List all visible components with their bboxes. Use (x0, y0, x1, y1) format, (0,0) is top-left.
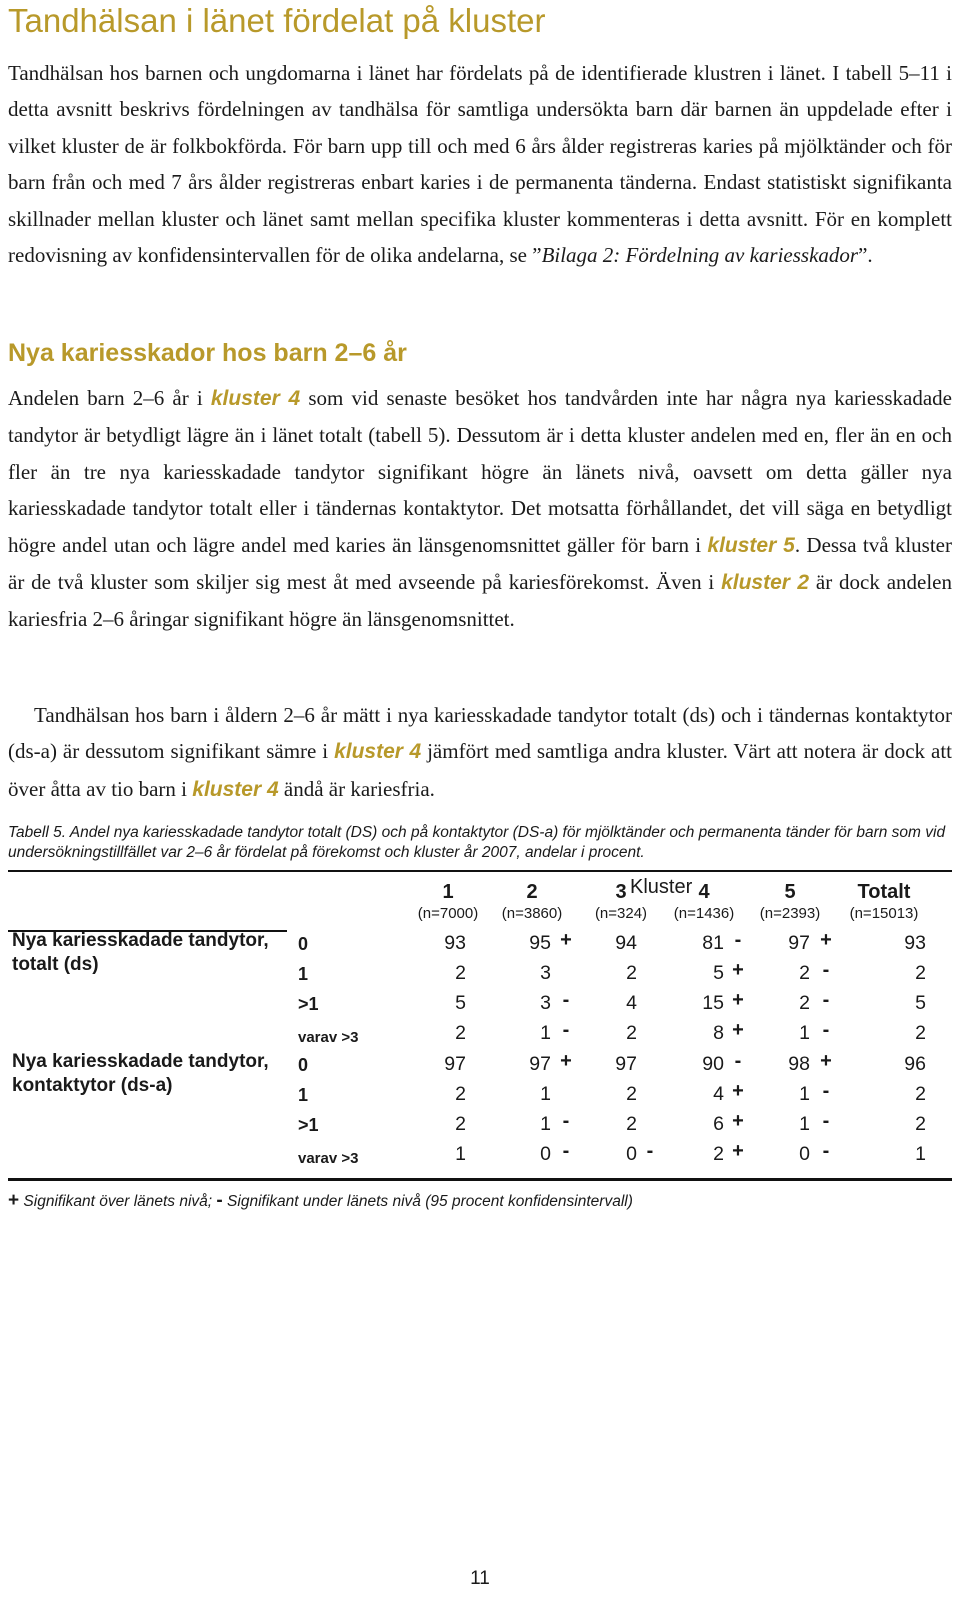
table-bottom-rule (8, 1178, 952, 1181)
table-cell: 2 (915, 1113, 926, 1135)
table-cell: 2 (915, 1083, 926, 1105)
table-cell: 93 (444, 932, 466, 954)
plus-mark: + (560, 929, 572, 951)
plus-mark: + (732, 1110, 744, 1132)
table-cell: 93 (904, 932, 926, 954)
minus-mark: - (822, 1140, 830, 1162)
page-number: 11 (470, 1568, 490, 1589)
row-label: 1 (298, 1085, 309, 1105)
minus-mark: - (822, 1110, 830, 1132)
table-cell: 2 (799, 992, 810, 1014)
intro-paragraph (8, 55, 952, 273)
minus-mark: - (562, 1140, 570, 1162)
table-cell: 2 (455, 1083, 466, 1105)
table-cell: 97 (615, 1053, 637, 1075)
cluster-highlight: kluster 4 (210, 387, 301, 410)
text-run: Tandhälsan hos barn i åldern 2–6 år mätt i nya kariesskadade tandytor totalt (ds) och i tändernas kontaktytor (ds-a) är dessutom signifikant sämre i (8, 703, 952, 764)
table-cell: 2 (455, 1022, 466, 1044)
plus-mark: + (820, 1050, 832, 1072)
table-cell: 0 (540, 1143, 551, 1165)
minus-mark: - (822, 1080, 830, 1102)
plus-mark: + (732, 959, 744, 981)
group-label: Nya kariesskadade tandytor, totalt (ds) (12, 930, 269, 975)
plus-mark: + (732, 989, 744, 1011)
minus-mark: - (822, 1019, 830, 1041)
column-header: 1 (442, 881, 454, 903)
table-cell: 2 (626, 962, 637, 984)
plus-mark: + (732, 1140, 744, 1162)
minus-mark: - (734, 1050, 742, 1072)
minus-mark: - (562, 1110, 570, 1132)
text-run: jämfört med samtliga andra kluster. Värt att notera är dock att över åtta av tio barn i (8, 739, 952, 801)
table-top-rule (8, 870, 952, 872)
row-label: >1 (298, 994, 319, 1014)
table-cell: 4 (626, 992, 637, 1014)
legend-text: Signifikant över länets nivå; (19, 1193, 217, 1210)
table-cell: 3 (540, 992, 551, 1014)
intro-text-end: ”. (858, 243, 873, 268)
column-header: 3 (615, 881, 627, 903)
row-label: varav >3 (298, 1150, 359, 1167)
plus-mark: + (732, 1019, 744, 1041)
table-cell: 2 (799, 962, 810, 984)
cluster-highlight: kluster 5 (707, 533, 795, 557)
column-header: 5 (784, 881, 796, 903)
table-cell: 1 (799, 1113, 810, 1135)
table-cell: 1 (540, 1113, 551, 1135)
plus-mark: + (732, 1080, 744, 1102)
column-header: Totalt (857, 881, 911, 903)
column-n: (n=324) (594, 905, 648, 922)
plus-symbol: + (8, 1190, 20, 1211)
column-header: 2 (526, 881, 538, 903)
minus-mark: - (822, 989, 830, 1011)
group-label: Nya kariesskadade tandytor, kontaktytor (ds-a) (12, 1051, 269, 1096)
table-cell: 81 (702, 932, 724, 954)
column-n: (n=3860) (501, 905, 563, 922)
intro-text: Tandhälsan hos barnen och ungdomarna i länet har fördelats på de identifierade klustren i länet. I tabell 5–11 i detta avsnitt beskrivs fördelningen av tandhälsa för samtliga undersökta barn där barnen än uppdelade efter i vilket kluster de är folkbokförda. För barn upp till och med 6 års ålder registreras karies på mjölktänder och för barn från och med 7 års ålder registreras enbart karies i de permanenta tänderna. Endast statistiskt signifikanta skillnader mellan kluster och länet samt mellan specifika kluster kommenteras i detta avsnitt. För en komplett redovisning av konfidensintervallen för de olika andelarna, se ” (8, 61, 952, 268)
minus-mark: - (822, 959, 830, 981)
table-caption: Tabell 5. Andel nya kariesskadade tandytor totalt (DS) och på kontaktytor (DS-a) för mjölktänder och permanenta tänder för barn som vid undersökningstillfället var 2–6 år fördelat på förekomst och kluster år 2007, andelar i procent. (8, 824, 946, 861)
table-cell: 1 (540, 1083, 551, 1105)
table-cell: 90 (702, 1053, 724, 1075)
row-label: 0 (298, 934, 309, 954)
table-super-header: Kluster (630, 876, 693, 898)
minus-mark: - (734, 929, 742, 951)
column-n: (n=2393) (759, 905, 821, 922)
table-cell: 2 (626, 1083, 637, 1105)
row-label: 1 (298, 964, 309, 984)
minus-mark: - (562, 989, 570, 1011)
table-cell: 8 (713, 1022, 724, 1044)
table-cell: 5 (713, 962, 724, 984)
table-cell: 1 (799, 1083, 810, 1105)
row-label: >1 (298, 1115, 319, 1135)
section-paragraph-1 (8, 380, 952, 638)
table-cell: 98 (788, 1053, 810, 1075)
table-cell: 95 (529, 932, 551, 954)
table-cell: 97 (529, 1053, 551, 1075)
cluster-highlight: kluster 4 (192, 777, 279, 801)
cluster-highlight: kluster 4 (334, 740, 422, 764)
table-cell: 1 (799, 1022, 810, 1044)
table-cell: 2 (713, 1143, 724, 1165)
table-cell: 0 (799, 1143, 810, 1165)
text-run: som vid senaste besöket hos tandvården inte har några nya kariesskadade tandytor är betydligt lägre än i länet totalt (tabell 5). Dessutom är i detta kluster andelen med en, fler än en och fler än tre nya kariesskadade tandytor signifikant högre än länets nivå, oavsett om detta gäller nya kariesskadade tandytor totalt eller i tändernas kontaktytor. Det motsatta förhållandet, det vill säga en betydligt högre andel utan och lägre andel med karies än länsgenomsnittet gäller för barn i (8, 386, 952, 557)
table-cell: 4 (713, 1083, 724, 1105)
table-cell: 6 (713, 1113, 724, 1135)
section-heading: Nya kariesskador hos barn 2–6 år (8, 339, 407, 367)
table-cell: 3 (540, 962, 551, 984)
table-cell: 1 (915, 1143, 926, 1165)
column-n: (n=1436) (673, 905, 735, 922)
plus-mark: + (820, 929, 832, 951)
page-title: Tandhälsan i länet fördelat på kluster (8, 2, 546, 39)
minus-symbol: - (216, 1190, 223, 1211)
table-cell: 97 (444, 1053, 466, 1075)
table-cell: 2 (626, 1113, 637, 1135)
column-header: 4 (698, 881, 710, 903)
column-n: (n=15013) (849, 905, 919, 922)
table-cell: 2 (455, 962, 466, 984)
text-run: Andelen barn 2–6 år i (8, 386, 211, 410)
column-n: (n=7000) (417, 905, 479, 922)
text-run: . Dessa två kluster är de två kluster som skiljer sig mest åt med avseende på kariesförekomst. Även i (8, 532, 952, 595)
row-label: varav >3 (298, 1029, 359, 1046)
table-cell: 5 (915, 992, 926, 1014)
table-cell: 2 (455, 1113, 466, 1135)
table-cell: 2 (915, 962, 926, 984)
table-legend (8, 1190, 633, 1212)
table-cell: 2 (626, 1022, 637, 1044)
section-paragraph-2 (8, 697, 952, 808)
minus-mark: - (646, 1140, 654, 1162)
table-cell: 94 (615, 932, 637, 954)
row-label: 0 (298, 1055, 309, 1075)
table-cell: 5 (455, 992, 466, 1014)
table-cell: 1 (540, 1022, 551, 1044)
table-cell: 15 (702, 992, 724, 1014)
text-run: är dock andelen kariesfria 2–6 åringar signifikant högre än länsgenomsnittet. (8, 570, 952, 632)
table-cell: 0 (626, 1143, 637, 1165)
appendix-reference: Bilaga 2: Fördelning av kariesskador (541, 243, 859, 268)
table-cell: 1 (455, 1143, 466, 1165)
table-cell: 2 (915, 1022, 926, 1044)
plus-mark: + (560, 1050, 572, 1072)
cluster-highlight: kluster 2 (721, 571, 810, 595)
legend-text: Signifikant under länets nivå (95 procent konfidensintervall) (222, 1193, 633, 1210)
table-cell: 97 (788, 932, 810, 954)
table-cell: 96 (904, 1053, 926, 1075)
text-run: ändå är kariesfria. (278, 776, 435, 801)
minus-mark: - (562, 1019, 570, 1041)
